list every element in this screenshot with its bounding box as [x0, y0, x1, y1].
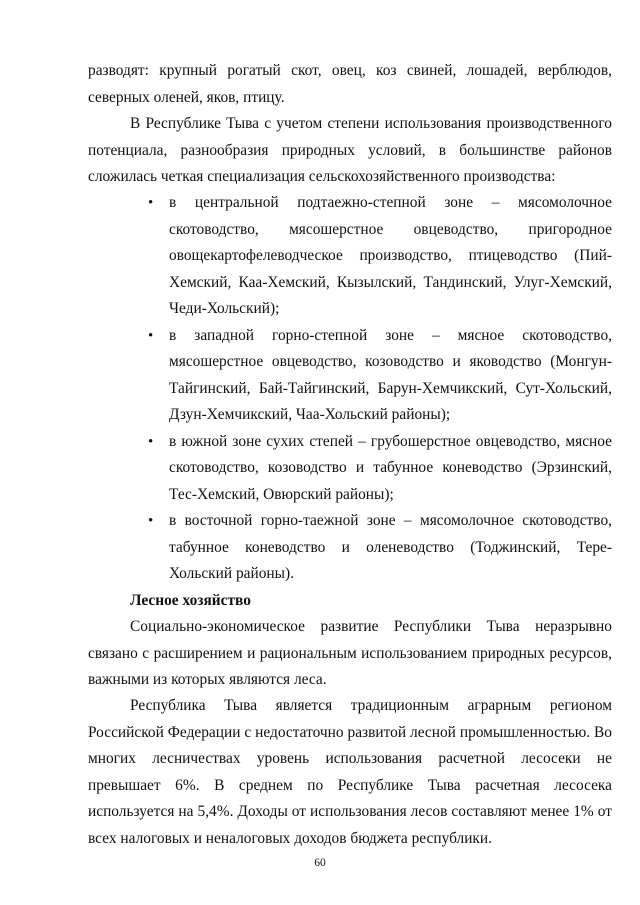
bullet-icon: •	[148, 433, 154, 450]
bullet-icon: •	[148, 195, 154, 211]
list-item-southern-zone	[148, 429, 612, 509]
bullet-icon: •	[148, 513, 154, 529]
bullet-icon: •	[148, 327, 154, 344]
list-item-eastern-zone	[148, 508, 612, 588]
paragraph-forest-industry: Республика Тыва является традиционным аграрным регионом Российской Федерации с недостаточно развитой лесной промышленностью. Во многих лесничествах уровень использования расчетной лесосеки не превышает 6%. В среднем по Республике Тыва расчетная лесосека используется на 5,4%. Доходы от использования лесов составляют менее 1% от всех налоговых и неналоговых доходов бюджета республики.	[88, 697, 612, 847]
paragraph-specialization-intro: В Республике Тыва с учетом степени использования производственного потенциала, разнообразия природных условий, в большинстве районов сложилась четкая специализация сельскохозяйственного производства:	[88, 115, 612, 185]
section-heading: Лесное хозяйство	[130, 592, 251, 609]
list-item-text: в южной зоне сухих степей – грубошерстное овцеводство, мясное скотоводство, козоводство и табунное коневодство (Эрзинский, Тес-Хемский, Овюрский районы);	[169, 432, 612, 503]
list-item-western-zone	[148, 323, 612, 429]
list-item-text: в восточной горно-таежной зоне – мясомолочное скотоводство, табунное коневодство и оленеводство (Тоджинский, Тере-Хольский районы).	[169, 512, 612, 582]
paragraph-forest-development: Социально-экономическое развитие Республики Тыва неразрывно связано с расширением и рациональным использованием природных ресурсов, важными из которых являются леса.	[88, 618, 612, 688]
list-item-central-zone	[148, 190, 612, 323]
zone-list	[148, 190, 612, 588]
list-item-text: в центральной подтаежно-степной зоне – мясомолочное скотоводство, мясошерстное овцеводство, пригородное овощекартофелеводческое производство, птицеводство (Пий-Хемский, Каа-Хемский, Кызылский, Тандинский, Улуг-Хемский, Чеди-Хольский);	[169, 194, 612, 317]
paragraph-livestock-list: разводят: крупный рогатый скот, овец, коз свиней, лошадей, верблюдов, северных оленей, яков, птицу.	[88, 62, 612, 106]
list-item-text: в западной горно-степной зоне – мясное скотоводство, мясошерстное овцеводство, козоводство и яководство (Монгун-Тайгинский, Бай-Тайгинский, Барун-Хемчикский, Сут-Хольский, Дзун-Хемчикский, Чаа-Хольский районы);	[169, 326, 612, 423]
page-number: 60	[314, 857, 326, 869]
